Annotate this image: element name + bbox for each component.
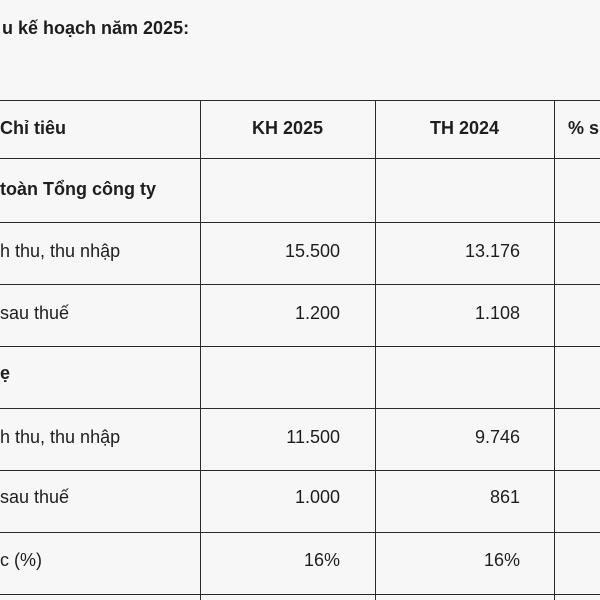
- row-label: sau thuế: [0, 487, 70, 507]
- row-label: h thu, thu nhập: [0, 427, 121, 447]
- row-label: h thu, thu nhập: [0, 241, 121, 261]
- header-percent: % s: [568, 118, 600, 138]
- row-kh2025: 1.200: [294, 303, 340, 323]
- col-divider: [375, 100, 376, 600]
- row-th2024: 1.108: [474, 303, 520, 323]
- row-divider: [0, 346, 600, 347]
- col-divider: [554, 100, 555, 600]
- row-divider: [0, 470, 600, 471]
- row-kh2025: 16%: [303, 550, 340, 570]
- col-divider: [200, 100, 201, 600]
- table-border-bottom: [0, 594, 600, 595]
- row-th2024: 861: [489, 487, 520, 507]
- row-label: c (%): [0, 550, 42, 570]
- table-border-top: [0, 100, 600, 101]
- section-label: ẹ: [0, 363, 11, 383]
- plan-table: [0, 100, 600, 600]
- header-th-2024: TH 2024: [429, 118, 500, 138]
- header-chi-tieu: Chỉ tiêu: [0, 118, 66, 138]
- row-label: sau thuế: [0, 303, 70, 323]
- row-divider: [0, 408, 600, 409]
- page-heading: u kế hoạch năm 2025:: [2, 18, 190, 38]
- row-th2024: 16%: [483, 550, 520, 570]
- row-th2024: 13.176: [464, 241, 520, 261]
- row-divider: [0, 222, 600, 223]
- row-divider: [0, 532, 600, 533]
- row-kh2025: 15.500: [284, 241, 340, 261]
- row-kh2025: 11.500: [286, 427, 340, 447]
- row-th2024: 9.746: [474, 427, 520, 447]
- row-divider: [0, 158, 600, 159]
- section-label: toàn Tổng công ty: [0, 179, 156, 199]
- header-kh-2025: KH 2025: [251, 118, 324, 138]
- row-divider: [0, 284, 600, 285]
- row-kh2025: 1.000: [294, 487, 340, 507]
